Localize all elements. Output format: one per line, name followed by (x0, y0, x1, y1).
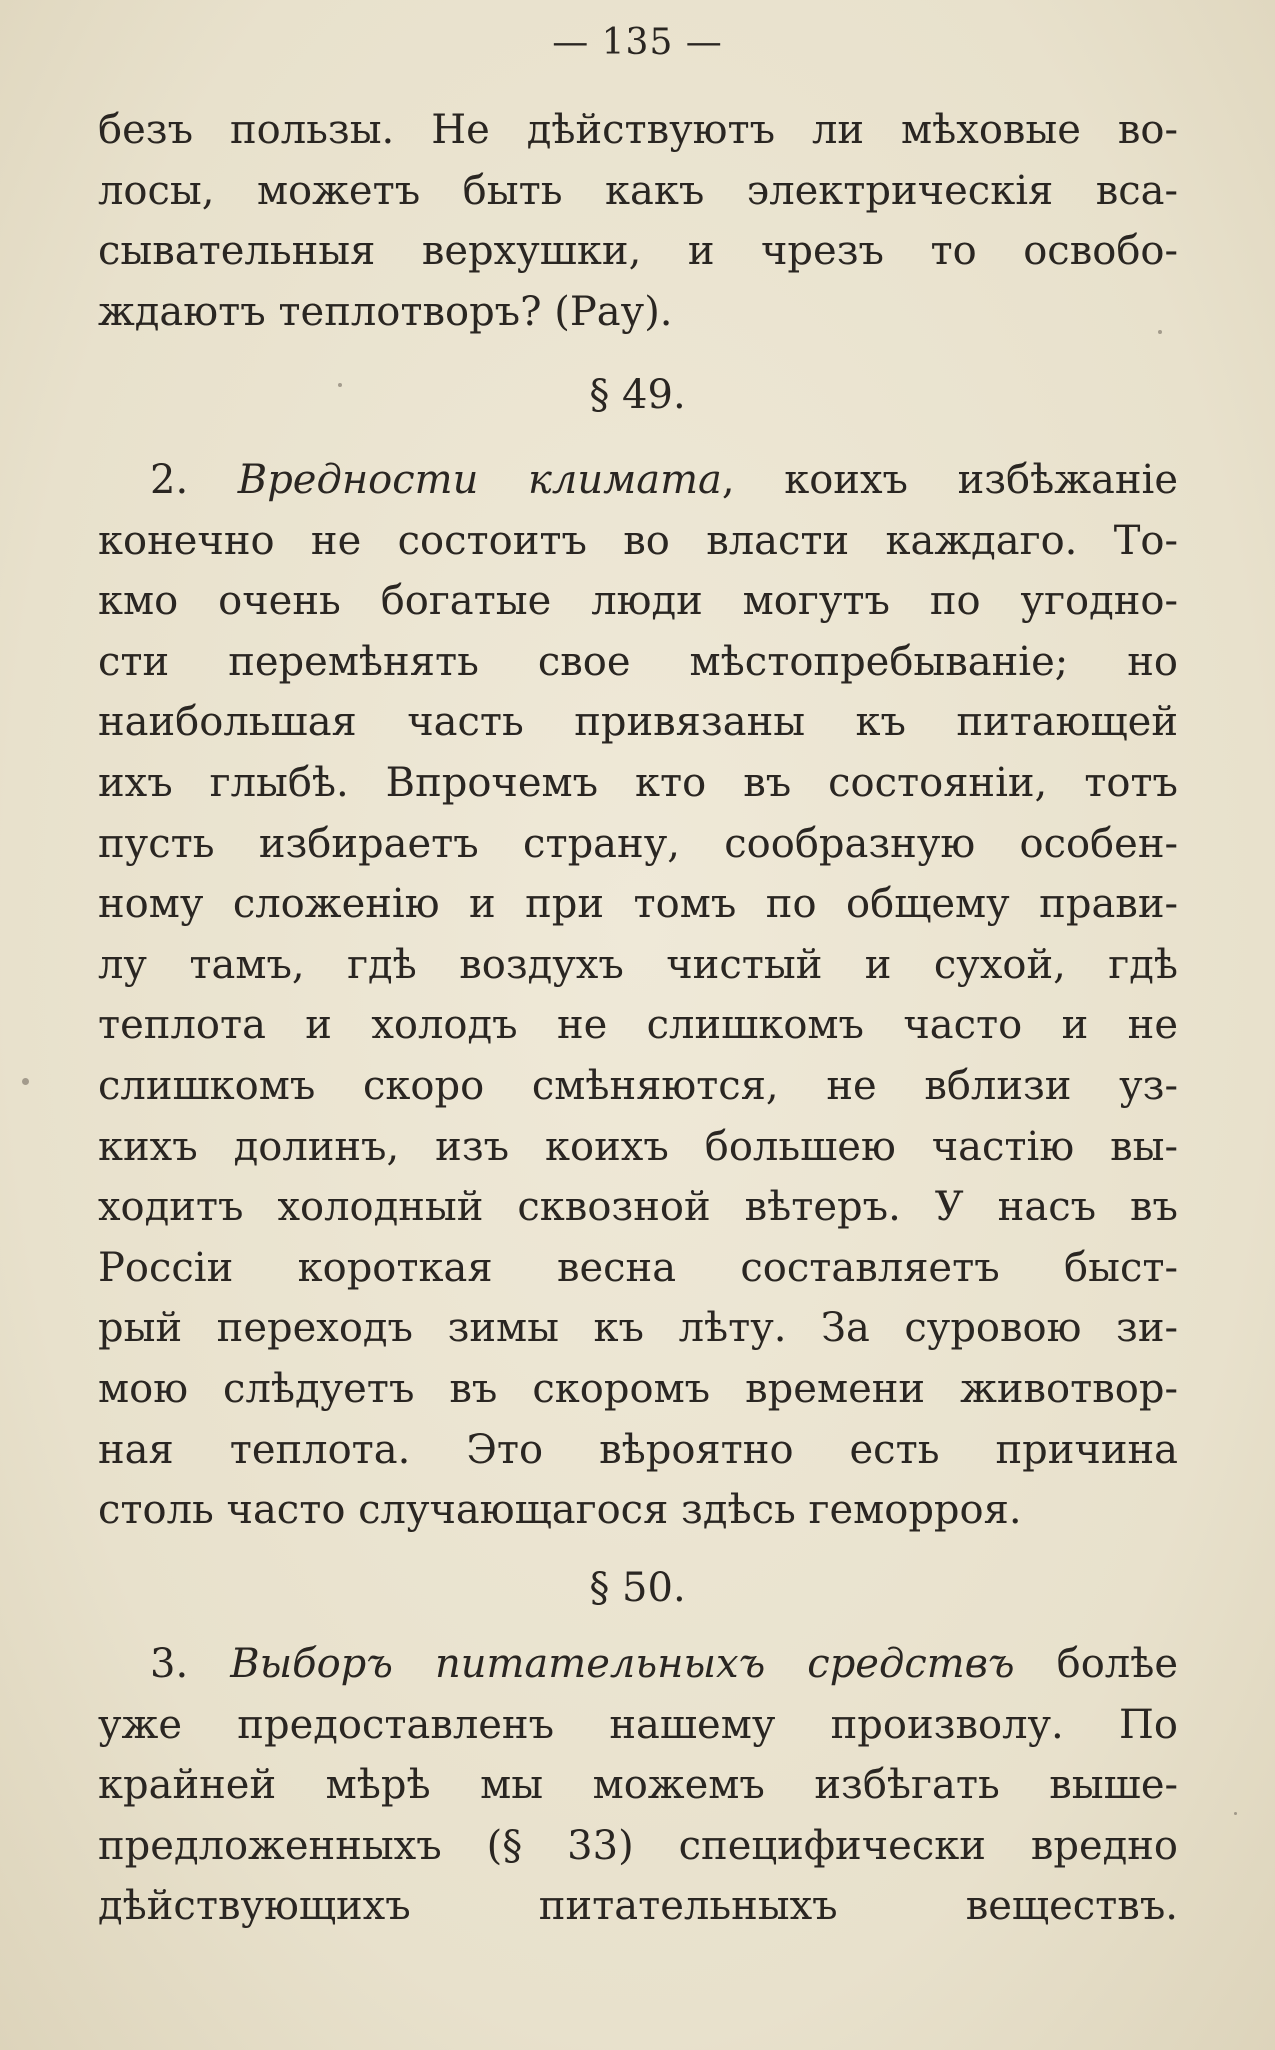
text-line: столь часто случающагося здѣсь геморроя. (98, 1487, 1022, 1534)
section-heading-49: § 49. (589, 372, 686, 418)
text-line: кмо очень богатые люди могутъ по угодно- (98, 578, 1178, 625)
paper-speck (1158, 330, 1162, 334)
italic-term: Вредности климата (237, 457, 722, 503)
text-line: дѣйствующихъ питательныхъ веществъ. (98, 1883, 1178, 1930)
text-line: мою слѣдуетъ въ скоромъ времени животвор- (98, 1365, 1178, 1412)
text-line: наибольшая часть привязаны къ питающей (98, 699, 1178, 746)
item-number: 3. (150, 1641, 189, 1687)
text-line: безъ пользы. Не дѣйствуютъ ли мѣховые во- (98, 107, 1178, 153)
paragraph-continuation (98, 100, 1178, 342)
paragraph-first-line (98, 1634, 1178, 1695)
text-line: конечно не состоитъ во власти каждаго. То- (98, 517, 1178, 564)
text-line: ному сложенію и при томъ по общему прави- (98, 881, 1178, 928)
text-line: сти перемѣнять свое мѣстопребываніе; но (98, 638, 1178, 685)
text-line: ходитъ холодный сквозной вѣтеръ. У насъ въ (98, 1184, 1178, 1231)
text-line: слишкомъ скоро смѣняются, не вблизи уз- (98, 1062, 1178, 1109)
paragraph-first-line (98, 450, 1178, 511)
section-49-paragraph (98, 450, 1178, 1541)
text-line: уже предоставленъ нашему произволу. По (98, 1701, 1178, 1748)
item-number: 2. (150, 457, 189, 503)
section-heading-50: § 50. (589, 1565, 686, 1611)
paper-speck (1234, 1812, 1237, 1815)
paper-speck (22, 1078, 29, 1085)
italic-term: Выборъ питательныхъ средствъ (230, 1641, 1015, 1687)
text-line: пусть избираетъ страну, сообразную особен- (98, 820, 1178, 867)
text-line: предложенныхъ (§ 33) специфически вредно (98, 1822, 1178, 1869)
text-line: кихъ долинъ, изъ коихъ большею частію вы- (98, 1123, 1178, 1170)
line-rest: болѣе (1014, 1641, 1178, 1687)
text-line: сывательныя верхушки, и чрезъ то освобо- (98, 228, 1178, 275)
text-line: рый переходъ зимы къ лѣту. За суровою зи- (98, 1305, 1178, 1352)
line-rest: , коихъ избѣжаніе (721, 457, 1178, 503)
text-line: теплота и холодъ не слишкомъ часто и не (98, 1002, 1178, 1049)
text-line: ждаютъ теплотворъ? (Рау). (98, 288, 673, 335)
text-line: лосы, можетъ быть какъ электрическія вса- (98, 167, 1178, 214)
text-line: крайней мѣрѣ мы можемъ избѣгать выше- (98, 1762, 1178, 1809)
page-number: — 135 — (552, 22, 723, 63)
text-line: ная теплота. Это вѣроятно есть причина (98, 1426, 1178, 1473)
text-line: Россіи короткая весна составляетъ быст- (98, 1244, 1178, 1291)
section-50-paragraph (98, 1634, 1178, 1937)
paper-speck (338, 383, 342, 387)
text-line: лу тамъ, гдѣ воздухъ чистый и сухой, гдѣ (98, 941, 1178, 988)
text-line: ихъ глыбѣ. Впрочемъ кто въ состояніи, тотъ (98, 759, 1178, 806)
